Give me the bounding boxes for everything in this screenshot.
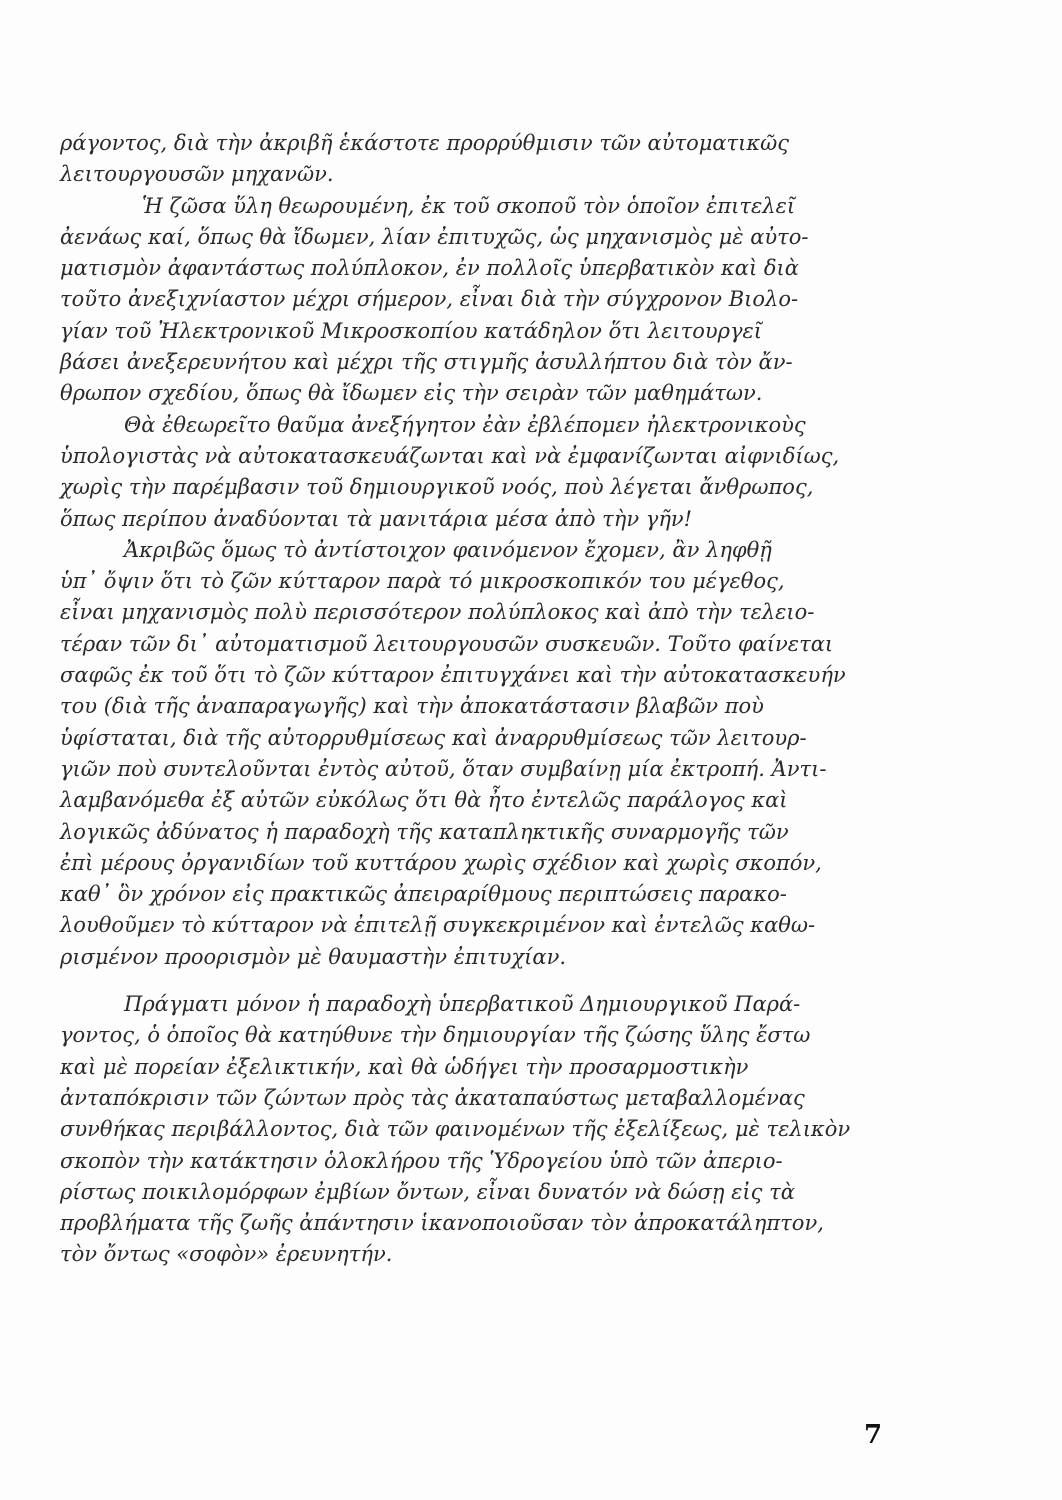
text-line: συνθήκας περιβάλλοντος, διὰ τῶν φαινομένων τῆς ἐξελίξεως, μὲ τελικὸν (60, 1117, 851, 1142)
paragraph-gap (60, 973, 900, 989)
text-line: ὑπ᾽ ὄψιν ὅτι τὸ ζῶν κύτταρον παρὰ τό μικροσκοπικόν του μέγεθος, (60, 569, 785, 594)
text-line: τὸν ὄντως «σοφὸν» ἐρευνητήν. (60, 1242, 393, 1267)
text-line: Ἀκριβῶς ὅμως τὸ ἀντίστοιχον φαινόμενον ἔχομεν, ἂν ληφθῇ (124, 537, 772, 562)
text-line: τοῦτο ἀνεξιχνίαστον μέχρι σήμερον, εἶναι διὰ τὴν σύγχρονον Βιολο- (60, 287, 799, 312)
text-line: χωρὶς τὴν παρέμβασιν τοῦ δημιουργικοῦ νοός, ποὺ λέγεται ἄνθρωπος, (60, 475, 814, 500)
text-line: καθ᾽ ὃν χρόνον εἰς πρακτικῶς ἀπειραρίθμους περιπτώσεις παρακο- (60, 882, 787, 907)
text-line: θρωπον σχεδίου, ὅπως θὰ ἴδωμεν εἰς τὴν σειρὰν τῶν μαθημάτων. (60, 381, 763, 406)
text-line: ρισμένον προορισμὸν μὲ θαυμαστὴν ἐπιτυχίαν. (60, 944, 567, 969)
text-line: σκοπὸν τὴν κατάκτησιν ὁλοκλήρου τῆς Ὑδρογείου ὑπὸ τῶν ἀπεριο- (60, 1148, 783, 1173)
text-line: ἀενάως καί, ὅπως θὰ ἴδωμεν, λίαν ἐπιτυχῶς, ὡς μηχανισμὸς μὲ αὐτο- (60, 224, 809, 249)
page-number: 7 (864, 1420, 883, 1450)
text-line: του (διὰ τῆς ἀναπαραγωγῆς) καὶ τὴν ἀποκατάστασιν βλαβῶν ποὺ (60, 694, 764, 719)
text-line: τέραν τῶν δι᾽ αὐτοματισμοῦ λειτουργουσῶν συσκευῶν. Τοῦτο φαίνεται (60, 631, 834, 656)
text-line: Πράγματι μόνον ἡ παραδοχὴ ὑπερβατικοῦ Δημιουργικοῦ Παρά- (124, 992, 801, 1017)
text-line: ράγοντος, διὰ τὴν ἀκριβῆ ἑκάστοτε προρρύθμισιν τῶν αὐτοματικῶς (60, 131, 790, 155)
text-line: σαφῶς ἐκ τοῦ ὅτι τὸ ζῶν κύτταρον ἐπιτυγχάνει καὶ τὴν αὐτοκατασκευήν (60, 663, 846, 688)
text-line: γοντος, ὁ ὁποῖος θὰ κατηύθυνε τὴν δημιουργίαν τῆς ζώσης ὕλης ἔστω (60, 1023, 811, 1048)
text-line: ὑπολογιστὰς νὰ αὐτοκατασκευάζωνται καὶ νὰ ἐμφανίζωνται αἰφνιδίως, (60, 443, 840, 468)
text-line: Ἡ ζῶσα ὕλη θεωρουμένη, ἐκ τοῦ σκοποῦ τὸν ὁποῖον ἐπιτελεῖ (142, 193, 796, 218)
text-line: ματισμὸν ἀφαντάστως πολύπλοκον, ἐν πολλοῖς ὑπερβατικὸν καὶ διὰ (60, 256, 799, 281)
text-line: ὅπως περίπου ἀναδύονται τὰ μανιτάρια μέσα ἀπὸ τὴν γῆν! (60, 506, 693, 531)
text-line: λειτουργουσῶν μηχανῶν. (60, 162, 334, 187)
text-line: ἐπὶ μέρους ὀργανιδίων τοῦ κυττάρου χωρὶς σχέδιον καὶ χωρὶς σκοπόν, (60, 850, 822, 875)
text-line: ἀνταπόκρισιν τῶν ζώντων πρὸς τὰς ἀκαταπαύστως μεταβαλλομένας (60, 1085, 805, 1110)
text-line: προβλήματα τῆς ζωῆς ἀπάντησιν ἱκανοποιοῦσαν τὸν ἀπροκατάληπτον, (60, 1211, 824, 1236)
body-text (60, 128, 900, 1271)
text-line: ρίστως ποικιλομόρφων ἐμβίων ὄντων, εἶναι δυνατόν νὰ δώσῃ εἰς τὰ (60, 1179, 795, 1204)
text-line: Θὰ ἐθεωρεῖτο θαῦμα ἀνεξήγητον ἐὰν ἐβλέπομεν ἠλεκτρονικοὺς (124, 412, 806, 437)
text-line: βάσει ἀνεξερευνήτου καὶ μέχρι τῆς στιγμῆς ἀσυλλήπτου διὰ τὸν ἄν- (60, 350, 793, 375)
text-line: εἶναι μηχανισμὸς πολὺ περισσότερον πολύπλοκος καὶ ἀπὸ τὴν τελειο- (60, 600, 815, 625)
text-line: ὑφίσταται, διὰ τῆς αὐτορρυθμίσεως καὶ ἀναρρυθμίσεως τῶν λειτουρ- (60, 725, 807, 750)
text-line: γιῶν ποὺ συντελοῦνται ἐντὸς αὐτοῦ, ὅταν συμβαίνῃ μία ἐκτροπή. Ἀντι- (60, 756, 827, 781)
text-line: λαμβανόμεθα ἐξ αὐτῶν εὐκόλως ὅτι θὰ ἦτο ἐντελῶς παράλογος καὶ (60, 788, 788, 813)
text-line: λογικῶς ἀδύνατος ἡ παραδοχὴ τῆς καταπληκτικῆς συναρμογῆς τῶν (60, 819, 789, 844)
text-line: καὶ μὲ πορείαν ἐξελικτικήν, καὶ θὰ ὡδήγει τὴν προσαρμοστικὴν (60, 1054, 749, 1079)
text-line: λουθοῦμεν τὸ κύτταρον νὰ ἐπιτελῇ συγκεκριμένον καὶ ἐντελῶς καθω- (60, 913, 816, 938)
text-line: γίαν τοῦ Ἠλεκτρονικοῦ Μικροσκοπίου κατάδηλον ὅτι λειτουργεῖ (60, 318, 763, 343)
